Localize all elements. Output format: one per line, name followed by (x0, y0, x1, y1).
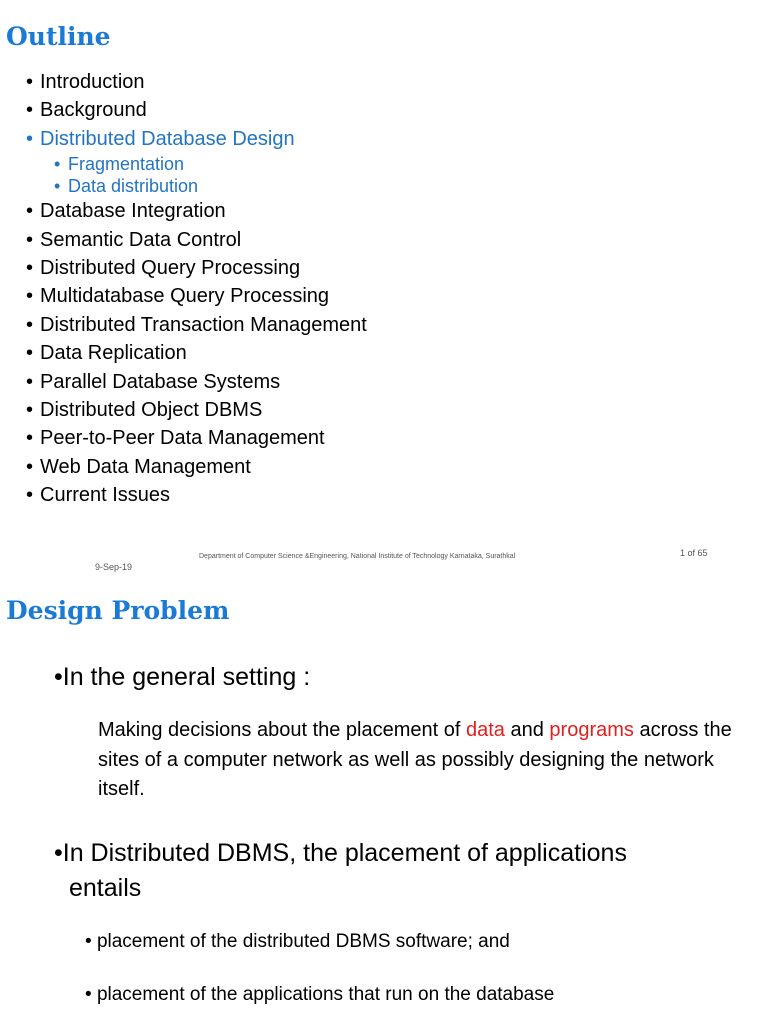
outline-item-label: Distributed Query Processing (40, 256, 301, 279)
bullet-icon: • (26, 398, 34, 421)
outline-item (26, 226, 367, 254)
bullet-icon: • (26, 313, 34, 336)
outline-item-label: Introduction (40, 71, 145, 93)
outline-item-label: Multidatabase Query Processing (40, 285, 330, 308)
bullet-icon: • (26, 228, 34, 251)
footer-date: 9-Sep-19 (95, 562, 133, 572)
bullet-icon: • (26, 71, 34, 93)
bullet-icon: • (26, 342, 34, 365)
highlight-programs: programs (549, 719, 634, 741)
outline-item (26, 311, 367, 339)
bullet-icon: • (26, 127, 34, 150)
outline-item (26, 254, 367, 282)
footer-page-number: 1 of 65 (680, 548, 708, 558)
bullet-icon: • (54, 663, 63, 691)
bullet-icon: • (54, 154, 61, 175)
bullet-icon: • (26, 370, 34, 393)
outline-item-label: Database Integration (40, 200, 226, 223)
outline-item (26, 197, 367, 225)
outline-item-label: Background (40, 99, 147, 122)
main-point-text: In the general setting : (62, 663, 311, 691)
main-point (54, 660, 310, 695)
outline-item (26, 339, 367, 367)
bullet-icon: • (26, 484, 34, 507)
description-paragraph (98, 716, 738, 805)
bullet-icon: • (26, 427, 34, 450)
bullet-icon: • (54, 839, 63, 867)
slide-title: Outline (6, 22, 111, 51)
outline-item (26, 424, 367, 452)
sub-point-text: placement of the applications that run on the database (96, 984, 555, 1005)
outline-item (26, 96, 367, 124)
outline-item-label: Distributed Database Design (40, 127, 295, 150)
outline-item-label: Peer-to-Peer Data Management (40, 427, 325, 450)
bullet-icon: • (85, 984, 92, 1005)
bullet-icon: • (26, 285, 34, 308)
outline-item (26, 481, 367, 509)
outline-item (26, 396, 367, 424)
outline-item-label: Data Replication (40, 342, 187, 365)
bullet-icon: • (26, 455, 34, 478)
slide-design-problem (0, 580, 768, 1024)
outline-item (26, 453, 367, 481)
sub-point (85, 929, 510, 955)
bullet-icon: • (26, 256, 34, 279)
outline-subitem (54, 153, 367, 175)
outline-item (26, 282, 367, 310)
outline-list (26, 68, 367, 509)
slide-title: Design Problem (6, 596, 230, 625)
outline-item-label: Semantic Data Control (40, 228, 242, 251)
outline-item-active (26, 125, 367, 153)
paragraph-text: and (504, 719, 550, 741)
outline-item-label: Distributed Transaction Management (40, 313, 367, 336)
outline-subitem-label: Data distribution (68, 176, 199, 197)
outline-item-label: Web Data Management (40, 455, 251, 478)
main-point-text-continued: entails (69, 874, 142, 902)
bullet-icon: • (26, 99, 34, 122)
bullet-icon: • (26, 200, 34, 223)
bullet-icon: • (85, 931, 92, 952)
sub-point (85, 982, 554, 1008)
outline-item-label: Distributed Object DBMS (40, 398, 263, 421)
main-point-text: In Distributed DBMS, the placement of applications (62, 839, 627, 867)
main-point (54, 836, 734, 906)
paragraph-text: across the sites of a computer network as well as possibly designing the network itself. (98, 719, 732, 800)
outline-subitem-label: Fragmentation (68, 154, 185, 175)
paragraph-text: Making decisions about the placement of (98, 719, 466, 741)
outline-subitem (54, 175, 367, 197)
outline-item (26, 368, 367, 396)
outline-sublist-container (26, 153, 367, 197)
footer-department: Department of Computer Science &Engineering, National Institute of Technology Karnataka, Surathkal (199, 553, 516, 560)
outline-item (26, 68, 367, 96)
outline-sublist (26, 153, 367, 197)
sub-point-text: placement of the distributed DBMS software; and (96, 931, 510, 952)
highlight-data: data (466, 719, 505, 741)
outline-item-label: Current Issues (40, 484, 171, 507)
bullet-icon: • (54, 176, 61, 197)
outline-item-label: Parallel Database Systems (40, 370, 281, 393)
